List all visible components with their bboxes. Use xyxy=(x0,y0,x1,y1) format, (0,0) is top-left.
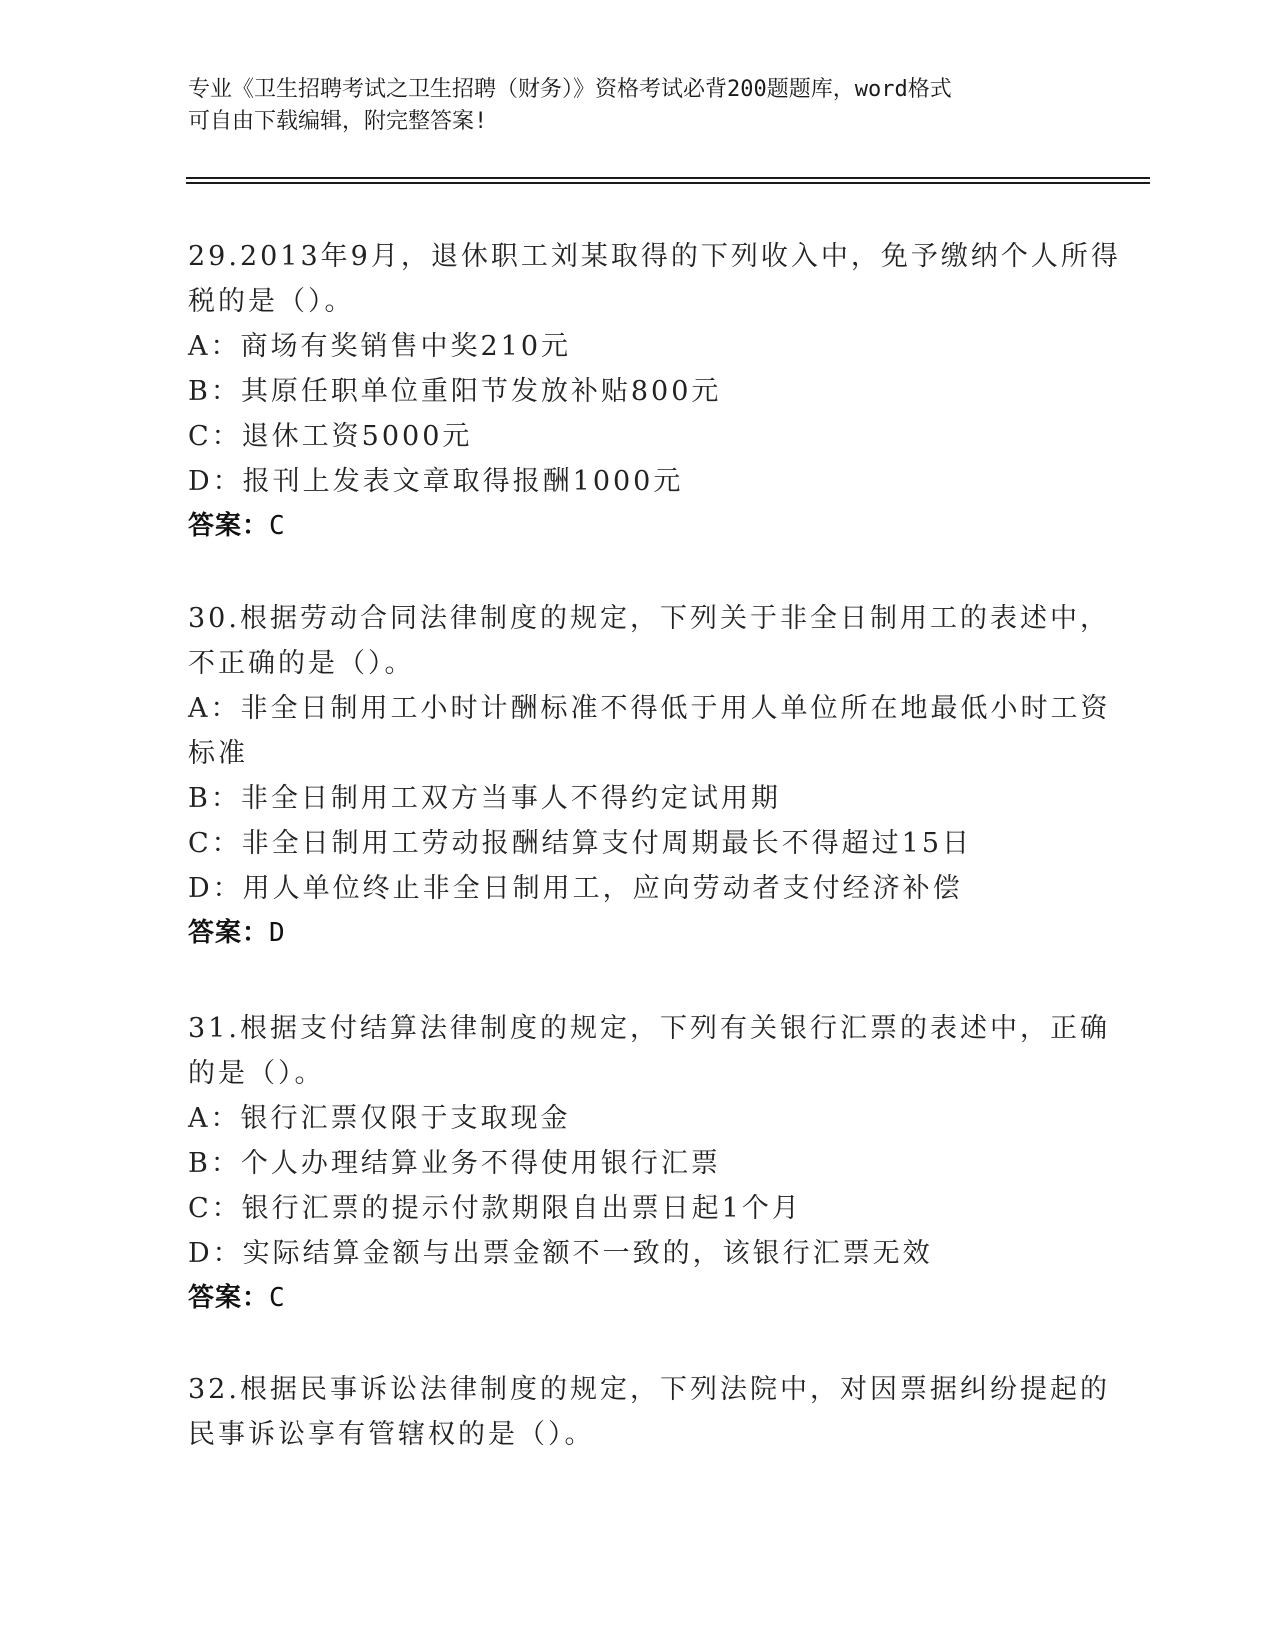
option-c: C：退休工资5000元 xyxy=(188,421,473,452)
question-29 xyxy=(188,234,1121,548)
question-30 xyxy=(188,596,1111,955)
answer-line xyxy=(188,504,1088,548)
question-stem-continued: 的是（）。 xyxy=(188,1058,325,1089)
question-stem-continued: 不正确的是（）。 xyxy=(188,648,415,679)
answer-line xyxy=(188,911,1088,955)
answer-value: C xyxy=(269,1283,286,1313)
option-d: D：实际结算金额与出票金额不一致的，该银行汇票无效 xyxy=(188,1238,933,1269)
question-stem-continued: 民事诉讼享有管辖权的是（）。 xyxy=(188,1419,595,1450)
header-title-line-2: 可自由下载编辑，附完整答案! xyxy=(188,109,488,134)
option-b: B：个人办理结算业务不得使用银行汇票 xyxy=(188,1148,721,1179)
answer-value: D xyxy=(269,918,286,948)
option-a: A：银行汇票仅限于支取现金 xyxy=(188,1103,571,1134)
question-stem: 30.根据劳动合同法律制度的规定，下列关于非全日制用工的表述中， xyxy=(188,603,1110,634)
question-stem: 31.根据支付结算法律制度的规定，下列有关银行汇票的表述中，正确 xyxy=(188,1013,1110,1044)
option-d: D：报刊上发表文章取得报酬1000元 xyxy=(188,466,684,497)
option-c: C：银行汇票的提示付款期限自出票日起1个月 xyxy=(188,1193,802,1224)
question-32 xyxy=(188,1367,1110,1457)
document-header xyxy=(188,74,1088,138)
option-b: B：其原任职单位重阳节发放补贴800元 xyxy=(188,376,722,407)
option-d: D：用人单位终止非全日制用工，应向劳动者支付经济补偿 xyxy=(188,873,963,904)
question-stem: 29.2013年9月，退休职工刘某取得的下列收入中，免予缴纳个人所得 xyxy=(188,241,1121,272)
header-title-line-1: 专业《卫生招聘考试之卫生招聘（财务）》资格考试必背200题题库，word格式 xyxy=(188,77,952,102)
answer-label: 答案： xyxy=(188,918,270,948)
answer-line xyxy=(188,1276,1088,1320)
option-a: A：非全日制用工小时计酬标准不得低于用人单位所在地最低小时工资 xyxy=(188,693,1111,724)
question-31 xyxy=(188,1006,1110,1320)
header-divider-thin xyxy=(186,182,1150,184)
option-b: B：非全日制用工双方当事人不得约定试用期 xyxy=(188,783,781,814)
answer-value: C xyxy=(269,511,286,541)
question-stem-continued: 税的是（）。 xyxy=(188,286,355,317)
answer-label: 答案： xyxy=(188,511,270,541)
option-c: C：非全日制用工劳动报酬结算支付周期最长不得超过15日 xyxy=(188,828,973,859)
option-a-continued: 标准 xyxy=(188,738,248,769)
answer-label: 答案： xyxy=(188,1283,270,1313)
header-divider-thick xyxy=(186,177,1150,179)
question-stem: 32.根据民事诉讼法律制度的规定，下列法院中，对因票据纠纷提起的 xyxy=(188,1374,1110,1405)
option-a: A：商场有奖销售中奖210元 xyxy=(188,331,572,362)
